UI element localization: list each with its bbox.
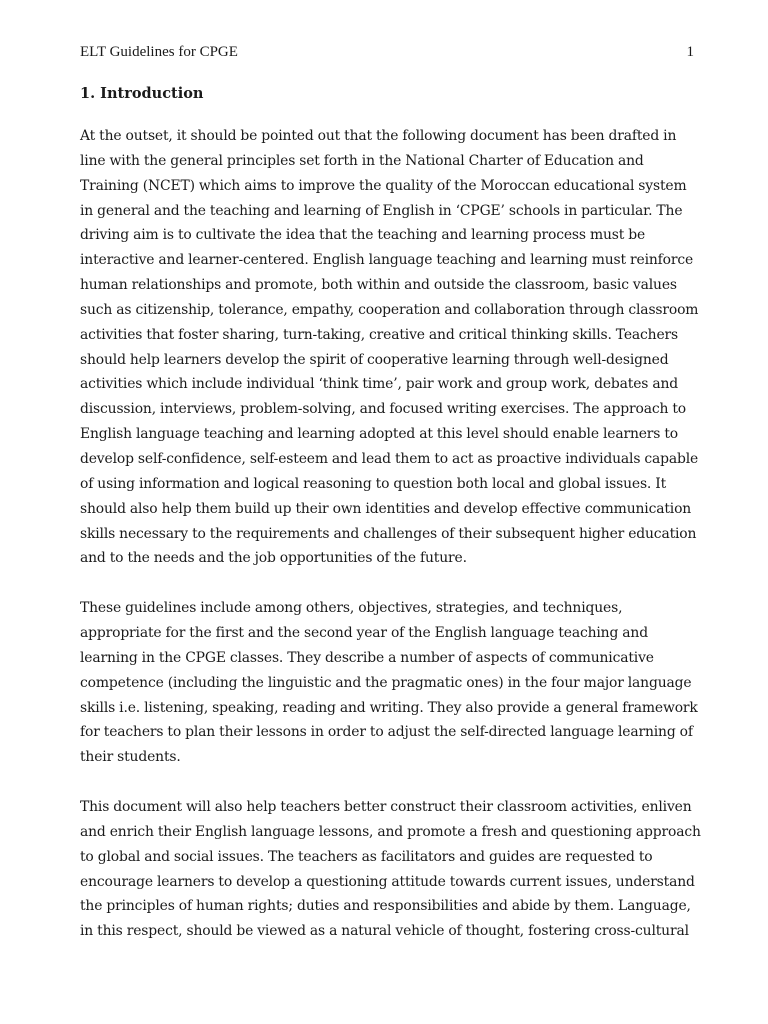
text-line: in general and the teaching and learning of English in ‘CPGE’ schools in particular. The <box>80 202 683 219</box>
text-line: interactive and learner-centered. English language teaching and learning must reinforce <box>80 252 694 269</box>
text-line: activities which include individual ‘think time’, pair work and group work, debates and <box>80 376 679 393</box>
text-line: learning in the CPGE classes. They describe a number of aspects of communicative <box>80 649 654 666</box>
text-line: Training (NCET) which aims to improve the quality of the Moroccan educational system <box>80 177 687 194</box>
text-line: skills necessary to the requirements and challenges of their subsequent higher education <box>80 525 697 542</box>
document-title: ELT Guidelines for CPGE <box>80 44 238 60</box>
text-line: in this respect, should be viewed as a natural vehicle of thought, fostering cross-cultural <box>80 923 689 940</box>
text-line: These guidelines include among others, objectives, strategies, and techniques, <box>80 600 623 617</box>
paragraph-guidelines <box>80 596 700 770</box>
paragraph-intro <box>80 124 700 571</box>
text-line: of using information and logical reasoning to question both local and global issues. It <box>80 475 667 492</box>
text-line: develop self-confidence, self-esteem and lead them to act as proactive individuals capable <box>80 450 699 467</box>
text-line: line with the general principles set forth in the National Charter of Education and <box>80 152 644 169</box>
text-line: appropriate for the first and the second year of the English language teaching and <box>80 625 648 642</box>
text-line: such as citizenship, tolerance, empathy, cooperation and collaboration through classroom <box>80 301 699 318</box>
text-line: the principles of human rights; duties and responsibilities and abide by them. Language, <box>80 898 691 915</box>
text-line: and enrich their English language lessons, and promote a fresh and questioning approach <box>80 823 701 840</box>
text-line: should help learners develop the spirit of cooperative learning through well-designed <box>80 351 669 368</box>
text-line: their students. <box>80 749 181 766</box>
text-line: to global and social issues. The teachers as facilitators and guides are requested to <box>80 848 653 865</box>
text-line: At the outset, it should be pointed out that the following document has been drafted in <box>80 128 677 144</box>
body-text <box>80 124 700 969</box>
page-number: 1 <box>686 44 694 60</box>
text-line: activities that foster sharing, turn-taking, creative and critical thinking skills. Teachers <box>80 326 679 343</box>
text-line: This document will also help teachers better construct their classroom activities, enliven <box>80 799 692 816</box>
text-line: for teachers to plan their lessons in order to adjust the self-directed language learning of <box>80 724 693 741</box>
text-line: English language teaching and learning adopted at this level should enable learners to <box>80 426 678 443</box>
text-line: competence (including the linguistic and the pragmatic ones) in the four major language <box>80 674 692 691</box>
text-line: discussion, interviews, problem-solving, and focused writing exercises. The approach to <box>80 401 686 418</box>
paragraph-document-purpose <box>80 795 700 944</box>
running-header <box>80 42 694 62</box>
text-line: driving aim is to cultivate the idea that the teaching and learning process must be <box>80 227 646 244</box>
text-line: and to the needs and the job opportunities of the future. <box>80 550 467 567</box>
text-line: human relationships and promote, both within and outside the classroom, basic values <box>80 277 677 294</box>
text-line: should also help them build up their own identities and develop effective communication <box>80 500 692 517</box>
text-line: skills i.e. listening, speaking, reading and writing. They also provide a general framework <box>80 699 698 716</box>
section-heading: 1. Introduction <box>80 85 204 102</box>
text-line: encourage learners to develop a questioning attitude towards current issues, understand <box>80 873 695 890</box>
